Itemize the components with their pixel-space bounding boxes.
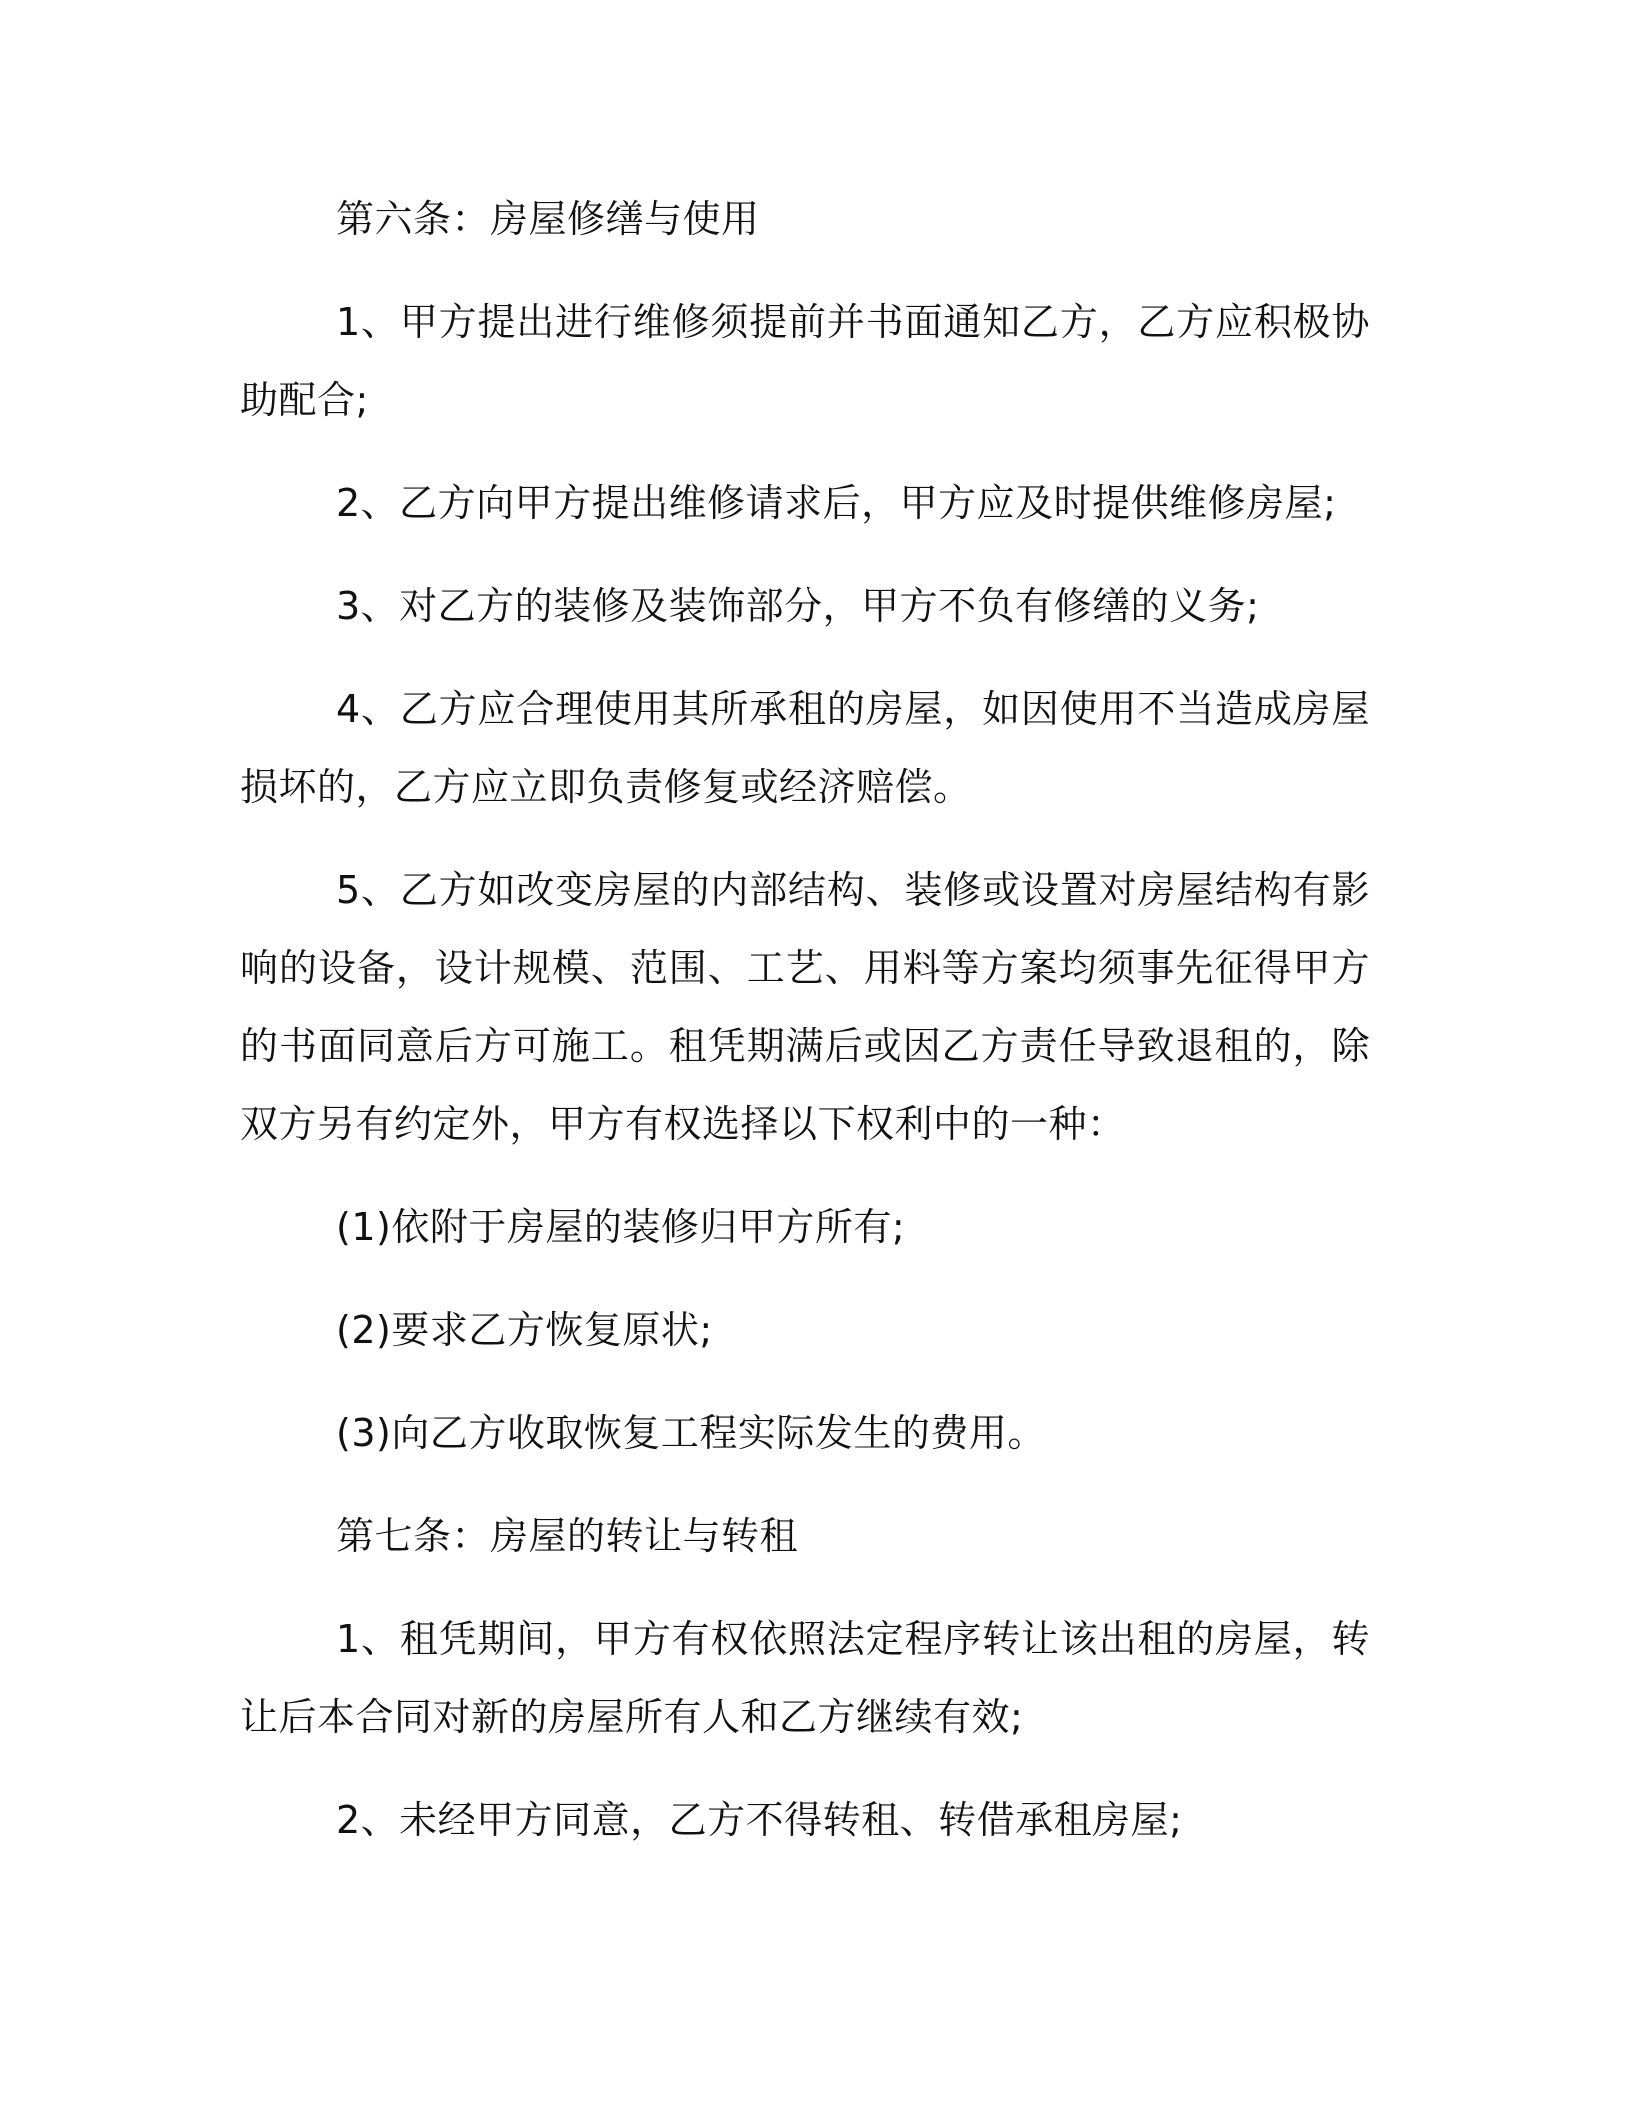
document-body bbox=[240, 180, 1370, 1884]
clause-5-option-2: (2)要求乙方恢复原状; bbox=[336, 1308, 713, 1352]
article-seven-clause-1: 1、租凭期间，甲方有权依照法定程序转让该出租的房屋，转让后本合同对新的房屋所有人和乙方继续有效; bbox=[240, 1617, 1370, 1739]
article-six-clause-4: 4、乙方应合理使用其所承租的房屋，如因使用不当造成房屋损坏的，乙方应立即负责修复或经济赔偿。 bbox=[240, 687, 1370, 809]
article-six-clause-1: 1、甲方提出进行维修须提前并书面通知乙方，乙方应积极协助配合; bbox=[240, 300, 1370, 422]
clause-5-option-1: (1)依附于房屋的装修归甲方所有; bbox=[336, 1205, 906, 1249]
article-six-clause-5: 5、乙方如改变房屋的内部结构、装修或设置对房屋结构有影响的设备，设计规模、范围、工艺、用料等方案均须事先征得甲方的书面同意后方可施工。租凭期满后或因乙方责任导致退租的，除双方另有约定外，甲方有权选择以下权利中的一种： bbox=[240, 868, 1370, 1146]
article-seven-heading: 第七条：房屋的转让与转租 bbox=[336, 1514, 799, 1558]
article-six-clause-2: 2、乙方向甲方提出维修请求后，甲方应及时提供维修房屋; bbox=[336, 481, 1337, 525]
article-six-clause-3: 3、对乙方的装修及装饰部分，甲方不负有修缮的义务; bbox=[336, 584, 1260, 628]
clause-5-option-3: (3)向乙方收取恢复工程实际发生的费用。 bbox=[336, 1411, 1046, 1455]
article-seven-clause-2: 2、未经甲方同意，乙方不得转租、转借承租房屋; bbox=[336, 1798, 1183, 1842]
article-six-heading: 第六条：房屋修缮与使用 bbox=[336, 197, 760, 241]
